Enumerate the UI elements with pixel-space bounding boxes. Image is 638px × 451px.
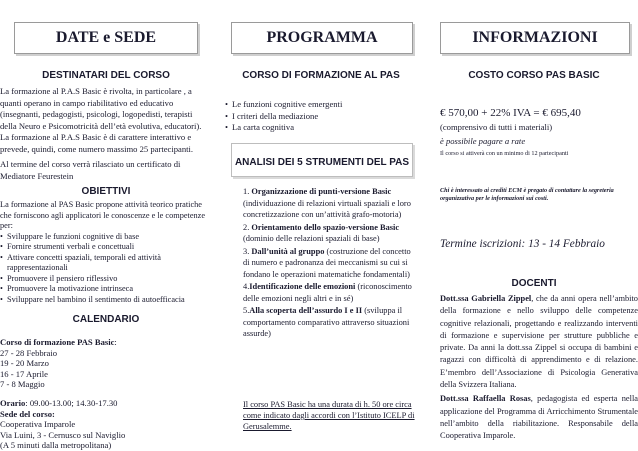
strumenti-list (243, 186, 417, 340)
calendario-date: 16 - 17 Aprile (0, 368, 48, 379)
destinatari-p1: La formazione al P.A.S Basic è rivolta, in particolare , a quanti operano in campo riabilitativo ed educativo (insegnanti, pedagogisti, psicologi, logopedisti, terapisti della Neuro e Psicomotricità dell’età evolutiva, educatori). (0, 86, 202, 131)
calendario-date: 19 - 20 Marzo (0, 358, 49, 369)
termine-iscrizioni: Termine iscrizioni: 13 - 14 Febbraio (440, 238, 605, 250)
strumento-item: 4.Identificazione delle emozioni (riconoscimento delle emozioni negli altri e in sé) (243, 282, 412, 303)
strumento-item: 3. Dall’unità al gruppo (costruzione del concetto di numero e padronanza dei meccanismi su cui si fondano le operazioni matematiche fondamentali) (243, 246, 411, 279)
min-note: Il corso si attiverà con un minimo di 12 partecipanti (440, 150, 569, 157)
price-rate: è possibile pagare a rate (440, 135, 526, 146)
corso-list-wrap (225, 99, 417, 134)
destinatari-p2: La formazione al P.A.S Basic è di carattere interattivo e prevede, quindi, come numero massimo 25 partecipanti. (0, 132, 194, 154)
strumento-item: 1. Organizzazione di punti-versione Basic (individuazione di relazioni virtuali spaziali e loro concretizzazione con un’attività grafo-motoria) (243, 187, 411, 219)
corso-title: CORSO DI FORMAZIONE AL PAS (242, 70, 400, 81)
price-block (440, 106, 636, 158)
list-item: • Attivare concetti spaziali, temporali ed attività rappresentazionali (0, 253, 210, 274)
ecm-note: Chi è interessato ai crediti ECM è pregato di contattare la segreteria organizzativa per le informazioni sui costi. (440, 187, 614, 202)
calendario-colon: : (114, 337, 117, 347)
column-programma (223, 0, 419, 451)
docente-2 (440, 393, 638, 442)
column-date-sede (0, 0, 212, 451)
footer-note (243, 399, 419, 432)
docente-2-bio: , pedagogista ed esperta nella applicazione del Programma di Arricchimento Strumentale nell’ambito della riabilitazione. Responsabile della Cooperativa Imparole. (440, 394, 638, 441)
list-item: • Fornire strumenti verbali e concettuali (0, 242, 210, 253)
docente-1-name: Dott.ssa Gabriella Zippel (440, 294, 532, 303)
docenti-title: DOCENTI (511, 278, 557, 289)
list-item: • Sviluppare le funzioni cognitive di base (0, 232, 210, 243)
obiettivi-list (0, 232, 210, 306)
docenti-text (440, 293, 638, 443)
list-item: • Promuovere il pensiero riflessivo (0, 274, 210, 285)
orario-label: Orario (0, 397, 26, 408)
docente-2-name: Dott.ssa Raffaella Rosas (440, 394, 531, 404)
destinatari-title: DESTINATARI DEL CORSO (42, 70, 170, 81)
footer-note-text: Il corso PAS Basic ha una durata di h. 50 ore circa come indicato dagli accordi con l’Istituto ICELP di Gerusalemme. (243, 400, 415, 431)
obiettivi-intro: La formazione al PAS Basic propone attività teorico pratiche che forniscono agli applicatori le conoscenze e le competenze per: (0, 200, 206, 230)
sede-line: Cooperativa Imparole (0, 419, 76, 430)
calendario-date: 27 - 28 Febbraio (0, 347, 58, 358)
corso-list (225, 99, 417, 134)
calendario-text (0, 337, 210, 451)
strumento-item: 5.Alla scoperta dell’assurdo I e II (sviluppa il comportamento comparativo attraverso situazioni assurde) (243, 306, 410, 338)
header-informazioni: INFORMAZIONI (440, 22, 630, 54)
list-item: • La carta cognitiva (225, 122, 417, 134)
analisi-title: ANALISI DEI 5 STRUMENTI DEL PAS (234, 157, 410, 168)
list-item: • Promuovere la motivazione intrinseca (0, 284, 210, 295)
sede-line: Via Luini, 3 - Cernusco sul Naviglio (0, 429, 126, 440)
costo-title: COSTO CORSO PAS BASIC (468, 70, 600, 81)
column-informazioni (430, 0, 638, 451)
calendario-label: Corso di formazione PAS Basic (0, 337, 115, 347)
price: € 570,00 + 22% IVA = € 695,40 (440, 107, 581, 119)
obiettivi-text (0, 200, 210, 305)
list-item: • I criteri della mediazione (225, 111, 417, 123)
obiettivi-title: OBIETTIVI (81, 186, 131, 197)
orario-value: : 09.00-13.00; 14.30-17.30 (25, 397, 118, 408)
header-programma: PROGRAMMA (231, 22, 413, 54)
docente-1-bio: , che da anni opera nell’ambito della formazione e nello sviluppo delle competenze cognitive relazionali, progettando e realizzando interventi di formazione e supervisione per strutture pubbliche e private. Da anni la dott.ssa Zippel si occupa di bambini e ragazzi con difficoltà di apprendimento e di relazione. E’membro dell’Associazione di Psicologia Generativa della Svizzera Italiana. (440, 294, 638, 390)
header-date-sede: DATE e SEDE (14, 22, 198, 54)
calendario-date: 7 - 8 Maggio (0, 379, 45, 390)
list-item: • Sviluppare nel bambino il sentimento di autoefficacia (0, 295, 210, 306)
sede-label: Sede del corso: (0, 408, 55, 419)
strumento-item: 2. Orientamento dello spazio-versione Basic (dominio delle relazioni spaziali di base) (243, 222, 400, 243)
docente-1 (440, 293, 638, 391)
destinatari-text (0, 86, 210, 182)
list-item: • Le funzioni cognitive emergenti (225, 99, 417, 111)
analisi-box (231, 143, 413, 177)
price-note: (comprensivo di tutti i materiali) (440, 122, 553, 132)
calendario-title: CALENDARIO (72, 314, 140, 325)
destinatari-p3: Al termine del corso verrà rilasciato un certificato di Mediatore Feurestein (0, 159, 181, 181)
sede-line: (A 5 minuti dalla metropolitana) (0, 440, 112, 451)
